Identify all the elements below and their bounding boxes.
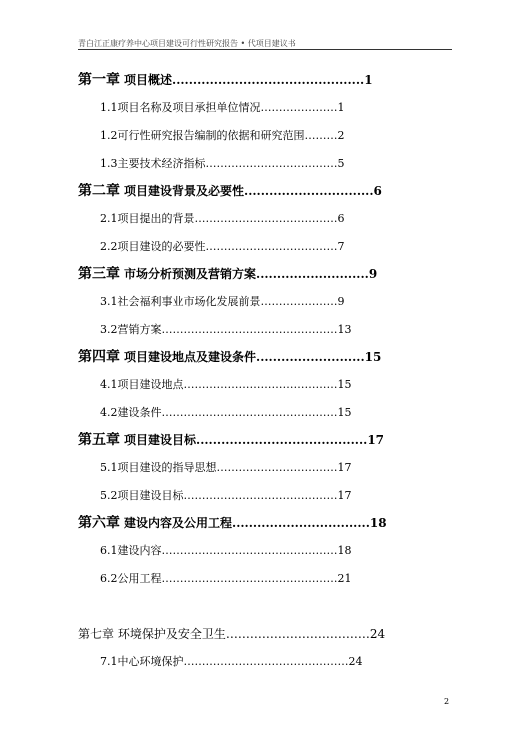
entry-title: 第七章 环境保护及安全卫生 [78, 627, 226, 641]
entry-page: 18 [337, 544, 352, 557]
entry-page: 1 [337, 101, 345, 114]
entry-title: 建设内容及公用工程 [124, 516, 233, 530]
entry-title: 1.2可行性研究报告编制的依据和研究范围 [100, 129, 305, 142]
leader-dots: …………………………………… [183, 489, 338, 502]
toc-entry[interactable] [100, 239, 345, 255]
entry-title: 2.1项目提出的背景 [100, 212, 195, 225]
toc-entry[interactable] [78, 72, 373, 88]
leader-dots: ……………………………… [205, 240, 338, 253]
leader-dots: ............................... [244, 184, 374, 198]
chapter-label: 第三章 [78, 266, 120, 282]
leader-dots: ………………………………………… [161, 323, 338, 336]
toc-entry[interactable] [78, 432, 384, 448]
entry-title: 2.2项目建设的必要性 [100, 240, 206, 253]
toc-entry[interactable] [78, 626, 385, 642]
entry-title: 项目建设目标 [124, 433, 197, 447]
leader-dots: .......................... [256, 350, 365, 364]
leader-dots: ………………………………………… [161, 406, 338, 419]
leader-dots: ………………………………………… [161, 572, 338, 585]
entry-page: 17 [337, 461, 352, 474]
toc-entry[interactable] [100, 100, 345, 116]
entry-title: 4.2建设条件 [100, 406, 162, 419]
toc-entry[interactable] [100, 211, 345, 227]
entry-page: 9 [337, 295, 345, 308]
chapter-label: 第二章 [78, 183, 120, 199]
entry-title: 市场分析预测及营销方案 [124, 267, 257, 281]
leader-dots: .............................................. [172, 73, 365, 87]
chapter-label: 第一章 [78, 72, 120, 88]
toc-entry[interactable] [78, 515, 387, 531]
toc-entry[interactable] [78, 183, 382, 199]
entry-page: 6 [337, 212, 345, 225]
entry-title: 项目概述 [124, 73, 173, 87]
page-number: 2 [444, 697, 450, 706]
leader-dots: ………………………………… [194, 212, 338, 225]
entry-page: 6 [373, 184, 382, 198]
entry-page: 5 [337, 157, 345, 170]
entry-page: 24 [348, 655, 363, 668]
toc-entry[interactable] [100, 377, 352, 393]
toc-entry[interactable] [100, 571, 352, 587]
leader-dots: …………………………………… [183, 378, 338, 391]
entry-title: 1.1项目名称及项目承担单位情况 [100, 101, 261, 114]
entry-page: 21 [337, 572, 352, 585]
entry-title: 5.1项目建设的指导思想 [100, 461, 217, 474]
entry-title: 7.1中心环境保护 [100, 655, 184, 668]
leader-dots: ………………… [260, 101, 338, 114]
entry-title: 4.1项目建设地点 [100, 378, 184, 391]
running-header: 青白江正康疗养中心项目建设可行性研究报告 • 代项目建议书 [78, 39, 296, 48]
leader-dots: ................................. [232, 516, 370, 530]
leader-dots: ……………………………………… [183, 655, 349, 668]
leader-dots: ……………………………… [205, 157, 338, 170]
leader-dots: ......................................... [196, 433, 368, 447]
entry-page: 15 [364, 350, 382, 364]
toc-entry[interactable] [100, 543, 352, 559]
entry-page: 18 [369, 516, 387, 530]
leader-dots: ........................... [256, 267, 369, 281]
leader-dots: ……………………………… [225, 627, 370, 641]
toc-entry[interactable] [78, 266, 377, 282]
chapter-label: 第六章 [78, 515, 120, 531]
entry-title: 项目建设背景及必要性 [124, 184, 245, 198]
leader-dots: ……… [304, 129, 338, 142]
toc-entry[interactable] [100, 405, 352, 421]
toc-entry[interactable] [100, 156, 345, 172]
entry-title: 1.3主要技术经济指标 [100, 157, 206, 170]
entry-page: 2 [337, 129, 345, 142]
entry-title: 3.1社会福利事业市场化发展前景 [100, 295, 261, 308]
toc-entry[interactable] [100, 654, 363, 670]
entry-page: 17 [337, 489, 352, 502]
entry-page: 15 [337, 378, 352, 391]
entry-page: 17 [367, 433, 385, 447]
toc-entry[interactable] [100, 294, 345, 310]
entry-page: 13 [337, 323, 352, 336]
entry-page: 7 [337, 240, 345, 253]
chapter-label: 第四章 [78, 349, 120, 365]
toc-entry[interactable] [100, 322, 352, 338]
entry-title: 3.2营销方案 [100, 323, 162, 336]
toc-entry[interactable] [100, 460, 352, 476]
entry-title: 6.1建设内容 [100, 544, 162, 557]
leader-dots: …………………………… [216, 461, 338, 474]
entry-page: 15 [337, 406, 352, 419]
toc-entry[interactable] [100, 128, 345, 144]
entry-page: 9 [368, 267, 378, 281]
toc-entry[interactable] [78, 349, 381, 365]
entry-title: 项目建设地点及建设条件 [124, 350, 257, 364]
leader-dots: ………………… [260, 295, 338, 308]
entry-title: 6.2公用工程 [100, 572, 162, 585]
toc-entry[interactable] [100, 488, 352, 504]
leader-dots: ………………………………………… [161, 544, 338, 557]
chapter-label: 第五章 [78, 432, 120, 448]
entry-page: 24 [369, 627, 386, 641]
entry-title: 5.2项目建设目标 [100, 489, 184, 502]
entry-page: 1 [364, 73, 373, 87]
